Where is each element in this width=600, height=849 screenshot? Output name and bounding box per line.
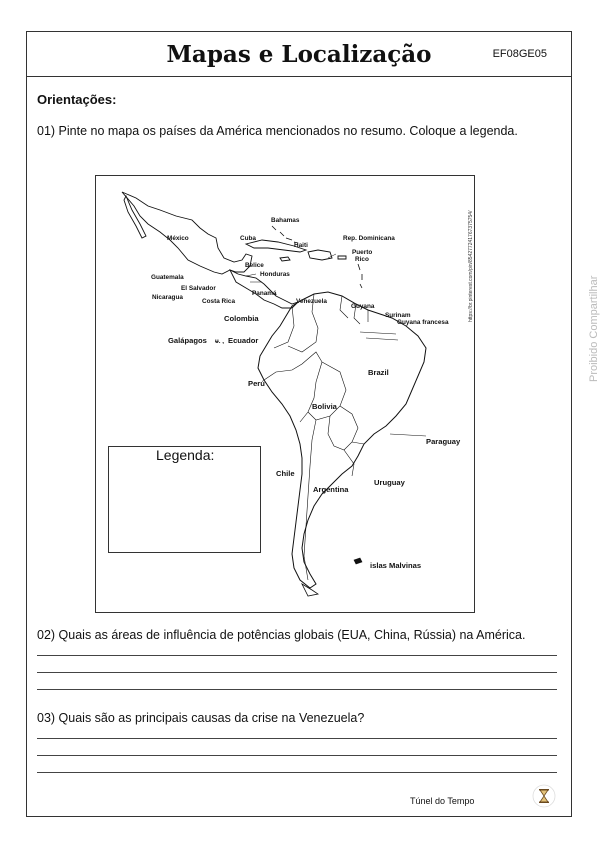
label-bolivia: Bolivia: [312, 402, 337, 411]
footer-brand: Túnel do Tempo: [410, 796, 475, 806]
label-peru: Perú: [248, 379, 265, 388]
galapagos-islands-mark: ᵾ. ,: [215, 338, 225, 345]
answer-line[interactable]: [37, 755, 557, 756]
label-galapagos: Galápagos: [168, 336, 207, 345]
map-source-url: https://br.pinterest.com/pin/854277241767375754/: [468, 210, 474, 322]
label-venezuela: Venezuela: [296, 298, 327, 305]
label-puerto-rico-2: Rico: [355, 256, 369, 263]
malvinas-shape: [354, 558, 362, 564]
question-1: 01) Pinte no mapa os países da América mencionados no resumo. Coloque a legenda.: [37, 124, 518, 138]
label-nicaragua: Nicaragua: [152, 294, 183, 301]
label-cuba: Cuba: [240, 235, 256, 242]
side-watermark: Proibido Compartilhar: [588, 275, 600, 382]
legend-box[interactable]: [108, 446, 261, 553]
question-3: 03) Quais são as principais causas da crise na Venezuela?: [37, 711, 365, 725]
label-chile: Chile: [276, 469, 295, 478]
tierra-del-fuego-shape: [302, 584, 318, 596]
jamaica-shape: [280, 257, 290, 261]
answer-line[interactable]: [37, 738, 557, 739]
label-colombia: Colombia: [224, 314, 259, 323]
label-belice: Belice: [245, 262, 264, 269]
mexico-shape: [122, 192, 252, 274]
header: [27, 32, 571, 77]
page-title: Mapas e Localização: [166, 41, 432, 68]
answer-line[interactable]: [37, 689, 557, 690]
hourglass-logo-icon: [532, 784, 556, 808]
label-rep-dominicana: Rep. Dominicana: [343, 235, 395, 242]
label-bahamas: Bahamas: [271, 217, 300, 224]
label-el-salvador: El Salvador: [181, 285, 216, 292]
label-guyana: Guyana: [351, 303, 375, 310]
answer-line[interactable]: [37, 655, 557, 656]
label-puerto-rico-1: Puerto: [352, 249, 373, 256]
antilles-shape: [358, 264, 362, 288]
label-ecuador: Ecuador: [228, 336, 259, 345]
puerto-rico-shape: [338, 256, 346, 259]
label-brasil: Brazil: [368, 368, 389, 377]
label-malvinas: islas Malvinas: [370, 561, 422, 570]
orientations-label: Orientações:: [37, 92, 117, 107]
label-paraguay: Paraguay: [426, 437, 461, 446]
label-honduras: Honduras: [260, 271, 290, 278]
country-borders: [264, 294, 368, 580]
label-mexico: México: [167, 235, 189, 242]
skill-code: EF08GE05: [492, 48, 547, 60]
map-frame: [95, 175, 475, 613]
label-panama: Panamá: [252, 290, 277, 297]
label-surinam: Surinam: [385, 312, 411, 319]
answer-line[interactable]: [37, 672, 557, 673]
label-costa-rica: Costa Rica: [202, 298, 236, 305]
label-uruguay: Uruguay: [374, 478, 405, 487]
label-guatemala: Guatemala: [151, 274, 184, 281]
legend-label: Legenda:: [156, 447, 215, 463]
answer-line[interactable]: [37, 772, 557, 773]
bahamas-shape: [272, 226, 298, 243]
south-america-shape: [258, 292, 426, 588]
question-2: 02) Quais as áreas de influência de potências globais (EUA, China, Rússia) na América.: [37, 628, 526, 642]
label-argentina: Argentina: [313, 485, 349, 494]
worksheet: [26, 31, 572, 817]
hispaniola-shape: [308, 250, 332, 260]
label-guyana-francesa: Guyana francesa: [397, 319, 449, 326]
label-haiti: Haiti: [294, 242, 308, 249]
